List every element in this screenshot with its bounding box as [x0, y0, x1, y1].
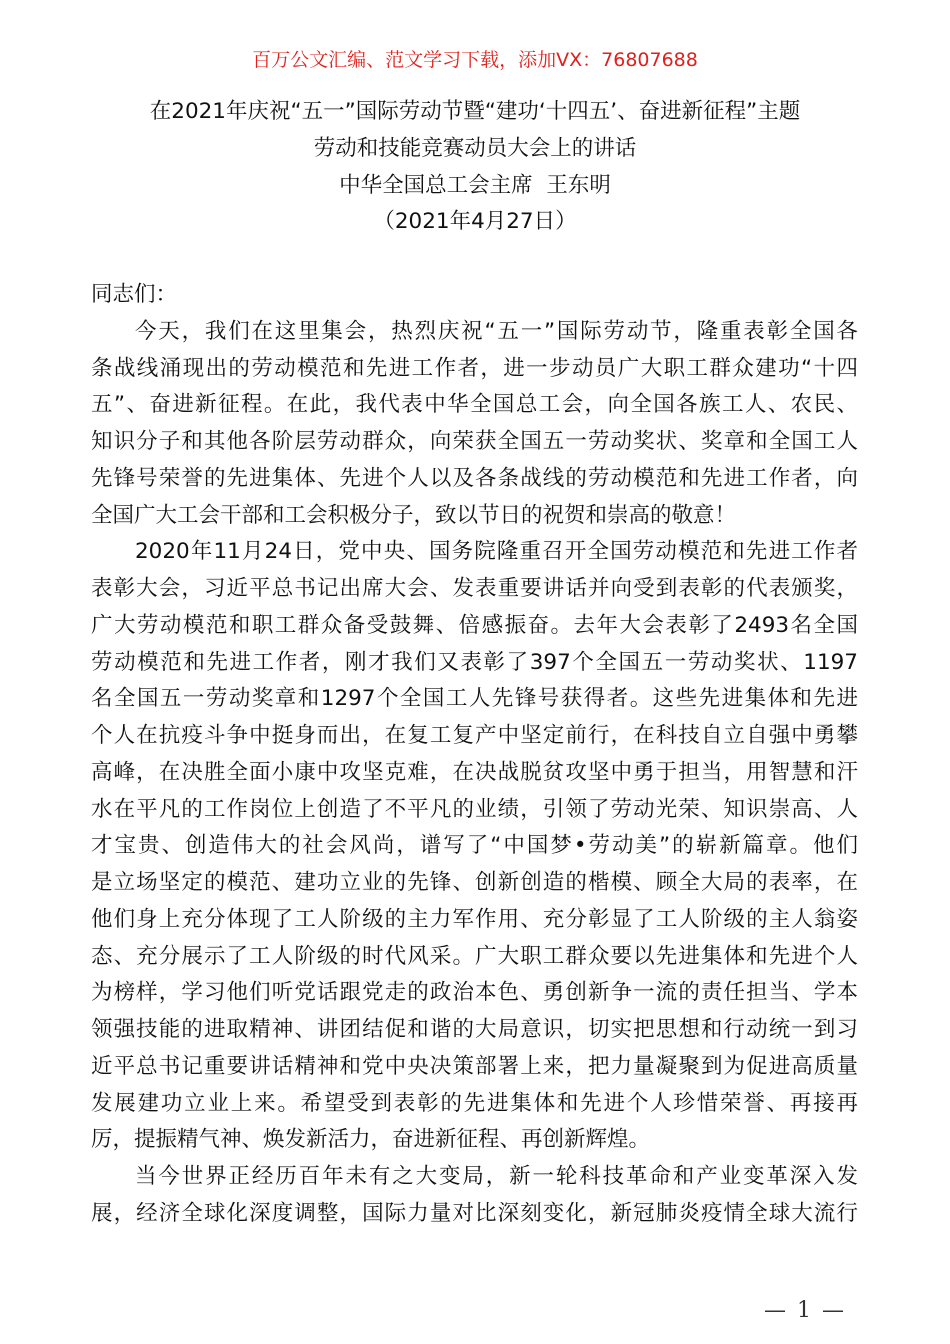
watermark-banner: 百万公文汇编、范文学习下载，添加VX：76807688 — [252, 49, 698, 71]
paragraph — [91, 314, 858, 535]
title-line-2: 劳动和技能竞赛动员大会上的讲话 — [313, 135, 637, 161]
document-body — [91, 277, 858, 1233]
paragraph — [91, 1159, 858, 1233]
text-line: 当今世界正经历百年未有之大变局，新一轮科技革命和产业变革深入发 — [135, 1164, 858, 1189]
text-line: 近平总书记重要讲话精神和党中央决策部署上来，把力量凝聚到为促进高质量 — [91, 1053, 858, 1079]
text-line: 展，经济全球化深度调整，国际力量对比深刻变化，新冠肺炎疫情全球大流行 — [91, 1200, 858, 1226]
text-line: 个人在抗疫斗争中挺身而出，在复工复产中坚定前行，在科技自立自强中勇攀 — [91, 723, 858, 748]
text-line: 2020年11月24日，党中央、国务院隆重召开全国劳动模范和先进工作者 — [135, 539, 858, 565]
text-line: 五”、奋进新征程。在此，我代表中华全国总工会，向全国各族工人、农民、 — [91, 392, 858, 418]
text-line: 态、充分展示了工人阶级的时代风采。广大职工群众要以先进集体和先进个人 — [91, 943, 858, 969]
salutation: 同志们： — [91, 282, 178, 307]
text-line: 他们身上充分体现了工人阶级的主力军作用、充分彰显了工人阶级的主人翁姿 — [91, 906, 858, 932]
text-line: 先锋号荣誉的先进集体、先进个人以及各条战线的劳动模范和先进工作者，向 — [91, 465, 858, 491]
text-line: 发展建功立业上来。希望受到表彰的先进集体和先进个人珍惜荣誉、再接再 — [91, 1090, 858, 1116]
text-line: 水在平凡的工作岗位上创造了不平凡的业绩，引领了劳动光荣、知识崇高、人 — [91, 796, 858, 822]
title-line-1: 在2021年庆祝“五一”国际劳动节暨“建功‘十四五’、奋进新征程”主题 — [149, 99, 801, 124]
text-line: 劳动模范和先进工作者，刚才我们又表彰了397个全国五一劳动奖状、1197 — [91, 649, 858, 675]
date-line: （2021年4月27日） — [373, 209, 577, 235]
text-line: 为榜样，学习他们听党话跟党走的政治本色、勇创新争一流的责任担当、学本 — [91, 980, 858, 1006]
document-title — [0, 94, 950, 241]
text-line: 领强技能的进取精神、讲团结促和谐的大局意识，切实把思想和行动统一到习 — [91, 1017, 858, 1042]
text-line: 知识分子和其他各阶层劳动群众，向荣获全国五一劳动奖状、奖章和全国工人 — [91, 429, 858, 454]
text-line: 高峰，在决胜全面小康中攻坚克难，在决战脱贫攻坚中勇于担当，用智慧和汗 — [91, 759, 858, 785]
text-line: 全国广大工会干部和工会积极分子，致以节日的祝贺和崇高的敬意！ — [91, 502, 737, 528]
text-line: 名全国五一劳动奖章和1297个全国工人先锋号获得者。这些先进集体和先进 — [91, 686, 858, 712]
text-line: 表彰大会，习近平总书记出席大会、发表重要讲话并向受到表彰的代表颁奖， — [91, 576, 858, 601]
text-line: 广大劳动模范和职工群众备受鼓舞、倍感振奋。去年大会表彰了2493名全国 — [91, 612, 858, 638]
text-line: 条战线涌现出的劳动模范和先进工作者，进一步动员广大职工群众建功“十四 — [91, 355, 858, 381]
text-line: 才宝贵、创造伟大的社会风尚，谱写了“中国梦•劳动美”的崭新篇章。他们 — [91, 833, 858, 859]
text-line: 今天，我们在这里集会，热烈庆祝“五一”国际劳动节，隆重表彰全国各 — [135, 318, 858, 344]
paragraph — [91, 534, 858, 1159]
page-number: — 1 — — [764, 1298, 846, 1323]
text-line: 是立场坚定的模范、建功立业的先锋、创新创造的楷模、顾全大局的表率，在 — [91, 870, 858, 895]
author-line: 中华全国总工会主席 王东明 — [339, 172, 611, 198]
text-line: 厉，提振精气神、焕发新活力，奋进新征程、再创新辉煌。 — [91, 1127, 651, 1153]
